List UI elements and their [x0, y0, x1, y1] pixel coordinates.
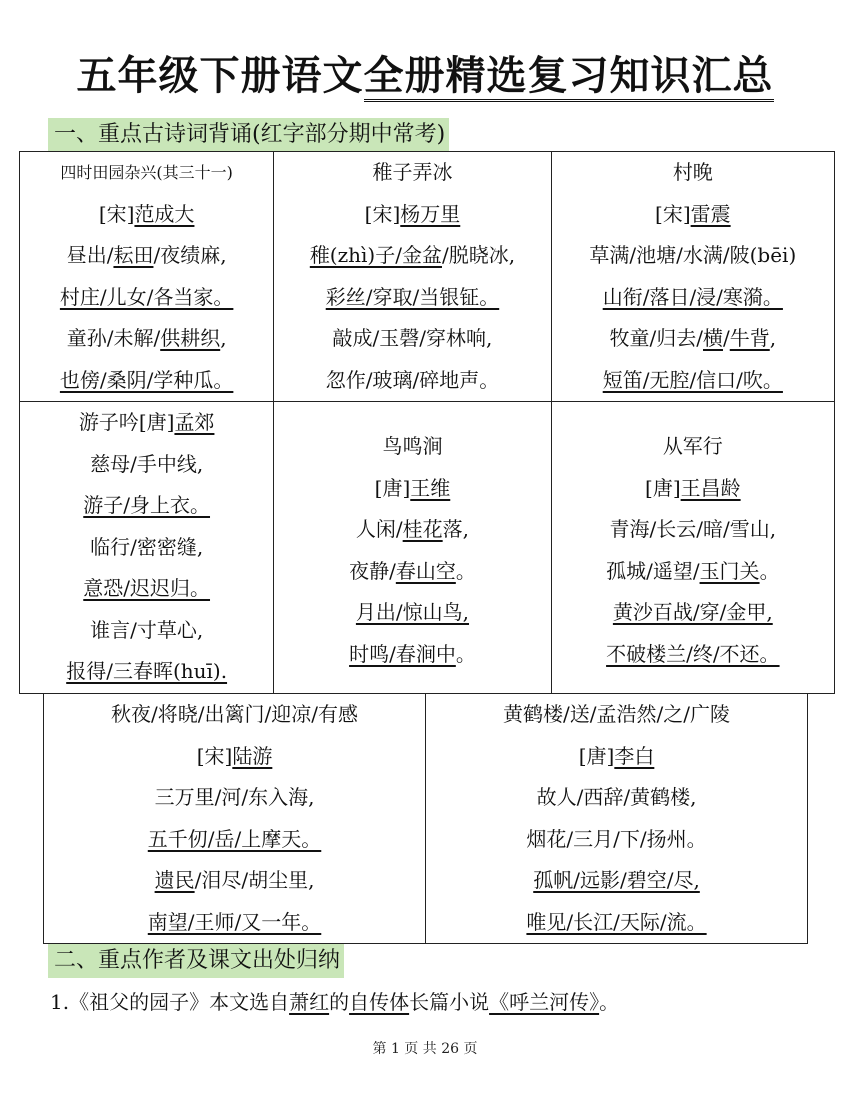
text-segment: 。 [599, 990, 620, 1014]
underlined-text: 遗民 [154, 868, 195, 892]
poem-line [552, 318, 834, 360]
text-segment: 秋夜/将晓/出篱门/迎凉/有感 [111, 702, 358, 726]
poem-line [426, 777, 807, 819]
text-segment: , [220, 326, 227, 350]
text-segment: 的 [329, 990, 350, 1014]
text-segment: 临行/密密缝, [90, 534, 204, 559]
underlined-text: 不破楼兰/终/不还。 [606, 641, 780, 666]
text-segment: 孤城/遥望/ [606, 558, 700, 583]
underlined-text: 雷震 [690, 201, 731, 226]
text-segment: / [723, 326, 730, 350]
text-segment: 鸟鸣涧 [382, 434, 443, 458]
underlined-text: 自传体 [349, 990, 410, 1014]
text-segment: [宋] [98, 201, 135, 226]
poem-title [426, 694, 807, 736]
text-segment: 慈母/手中线, [90, 451, 204, 476]
poem-line [274, 194, 550, 236]
title-part1: 五年级下册语文 [76, 52, 364, 99]
poem-line [552, 235, 834, 277]
poem-line [274, 235, 550, 277]
text-segment: , [769, 326, 777, 350]
text-segment: [唐] [374, 475, 411, 500]
poem-line [274, 318, 550, 360]
text-segment: 忽作/玻璃/碎地声。 [325, 367, 500, 392]
underlined-text: 山衔/落日/浸/寒漪。 [602, 284, 783, 309]
underlined-text: 玉门关 [699, 558, 760, 583]
text-segment: [唐] [578, 743, 615, 768]
text-segment: 黄鹤楼/送/孟浩然/之/广陵 [503, 702, 730, 726]
poem-cell [20, 402, 274, 694]
poem-cell [274, 402, 551, 694]
underlined-text: 萧红 [289, 990, 330, 1014]
poem-cell [44, 694, 426, 944]
text-segment: /泪尽/胡尘里, [194, 868, 315, 892]
underlined-text: 陆游 [232, 743, 273, 768]
poem-cell [274, 152, 551, 402]
underlined-text: 村庄/儿女/各当家。 [59, 284, 234, 309]
underlined-text: 春山空 [395, 558, 456, 583]
poem-line [20, 651, 273, 693]
underlined-text: 报得/三春晖(huī). [66, 659, 228, 683]
underlined-text: 唯见/长江/天际/流。 [526, 909, 707, 934]
poem-cell [20, 152, 274, 402]
text-segment: 稚子弄冰 [372, 160, 453, 184]
poem-line [552, 634, 834, 676]
poem-row-3 [44, 694, 808, 944]
text-segment: [宋] [364, 201, 401, 226]
poem-table-bottom [43, 693, 808, 944]
title-part2: 全册精选复习知识汇总 [364, 52, 774, 102]
underlined-text: 稚(zhì)子/ [309, 243, 402, 267]
text-segment: 青海/长云/暗/雪山, [609, 517, 777, 541]
poem-line [20, 568, 273, 610]
poem-title [274, 152, 550, 194]
text-segment: 村晚 [672, 160, 713, 184]
poem-line [552, 194, 834, 236]
underlined-text: 李白 [614, 743, 655, 768]
section-heading-authors: 二、重点作者及课文出处归纳 [48, 944, 344, 978]
poem-cell [551, 152, 834, 402]
underlined-text: 游子/身上衣。 [83, 493, 211, 517]
text-segment: 故人/西辞/黄鹤楼, [536, 785, 697, 809]
underlined-text: 横 [703, 326, 723, 350]
text-segment: 落, [442, 517, 470, 541]
poem-line [274, 509, 550, 551]
poem-line [274, 592, 550, 634]
poem-line [426, 819, 807, 861]
underlined-text: 也傍/桑阴/学种瓜。 [59, 367, 234, 392]
text-segment: 人闲/ [355, 517, 403, 541]
text-segment: 。 [455, 641, 476, 666]
text-segment: /夜绩麻, [153, 243, 227, 267]
underlined-text: 耘田 [113, 243, 154, 267]
text-segment: [唐] [645, 475, 681, 500]
poem-row-2 [20, 402, 835, 694]
underlined-text: 孟郊 [174, 410, 215, 434]
underlined-text: 王维 [410, 475, 451, 500]
underlined-text: 短笛/无腔/信口/吹。 [602, 367, 783, 392]
section-heading-poems: 一、重点古诗词背诵(红字部分期中常考) [48, 118, 449, 152]
text-segment: 敲成/玉磬/穿林响, [332, 326, 493, 350]
poem-cell [426, 694, 808, 944]
text-segment: 夜静/ [349, 558, 396, 583]
poem-title [552, 152, 834, 194]
underlined-text: 杨万里 [400, 201, 461, 226]
poem-line [20, 318, 273, 360]
poem-line [552, 551, 834, 593]
underlined-text: 桂花 [402, 517, 443, 541]
poem-line [20, 235, 273, 277]
text-segment: 长篇小说 [409, 990, 490, 1014]
poem-title [44, 694, 425, 736]
poem-line [426, 860, 807, 902]
poem-row-1 [20, 152, 835, 402]
poem-line [20, 610, 273, 652]
poem-cell [551, 402, 834, 694]
underlined-text: 范成大 [134, 201, 195, 226]
text-segment: /脱晓冰, [441, 243, 516, 267]
underlined-text: 时鸣/春涧中 [349, 641, 456, 666]
poem-title [20, 152, 273, 194]
underlined-text: 《呼兰河传》 [489, 990, 600, 1014]
underlined-text: 孤帆/远影/碧空/尽, [533, 868, 700, 892]
poem-line [20, 277, 273, 319]
text-segment: 谁言/寸草心, [90, 617, 204, 642]
underlined-text: 牛背 [729, 326, 770, 350]
poem-line [274, 551, 550, 593]
underlined-text: 黄沙百战/穿/金甲, [612, 600, 773, 624]
poem-line [44, 736, 425, 778]
list-item [50, 984, 619, 1020]
underlined-text: 王昌龄 [680, 475, 741, 500]
underlined-text: 彩丝/穿取/当银钲。 [325, 284, 500, 309]
poem-line [44, 902, 425, 944]
poem-line [274, 634, 550, 676]
text-segment: 从军行 [662, 434, 723, 458]
poem-line [426, 902, 807, 944]
poem-line [20, 485, 273, 527]
text-segment: 烟花/三月/下/扬州。 [526, 826, 707, 851]
text-segment: 。 [759, 558, 780, 583]
poem-table-top [19, 151, 835, 694]
poem-line [552, 509, 834, 551]
page-title [0, 48, 850, 104]
poem-line [20, 444, 273, 486]
underlined-text: 月出/惊山鸟, [355, 600, 470, 624]
text-segment: 昼出/ [66, 243, 114, 267]
poem-title [20, 402, 273, 444]
text-segment: 游子吟[唐] [78, 410, 175, 434]
underlined-text: 南望/王师/又一年。 [147, 909, 322, 934]
underlined-text: 意恐/迟迟归。 [83, 576, 211, 600]
underlined-text: 金盆 [401, 243, 442, 267]
poem-line [20, 194, 273, 236]
poem-line [44, 819, 425, 861]
poem-line [552, 360, 834, 402]
text-segment: 牧童/归去/ [609, 326, 703, 350]
text-segment: 草满/池塘/水满/陂(bēi) [589, 243, 797, 267]
poem-line [274, 468, 550, 510]
poem-line [552, 468, 834, 510]
underlined-text: 五千仞/岳/上摩天。 [147, 826, 322, 851]
text-segment: 三万里/河/东入海, [154, 785, 315, 809]
text-segment: 。 [455, 558, 476, 583]
page-number: 第 1 页 共 26 页 [372, 1041, 478, 1057]
poem-line [274, 277, 550, 319]
poem-line [274, 360, 550, 402]
text-segment: 四时田园杂兴(其三十一) [60, 163, 233, 182]
poem-line [20, 527, 273, 569]
text-segment: [宋] [196, 743, 233, 768]
text-segment: 童孙/未解/ [66, 326, 161, 350]
poem-line [20, 360, 273, 402]
poem-title [274, 426, 550, 468]
underlined-text: 供耕织 [160, 326, 221, 350]
poem-title [552, 426, 834, 468]
text-segment: 1.《祖父的园子》本文选自 [50, 990, 290, 1014]
poem-line [552, 277, 834, 319]
poem-line [44, 860, 425, 902]
poem-line [44, 777, 425, 819]
text-segment: [宋] [655, 201, 691, 226]
poem-line [426, 736, 807, 778]
poem-line [552, 592, 834, 634]
